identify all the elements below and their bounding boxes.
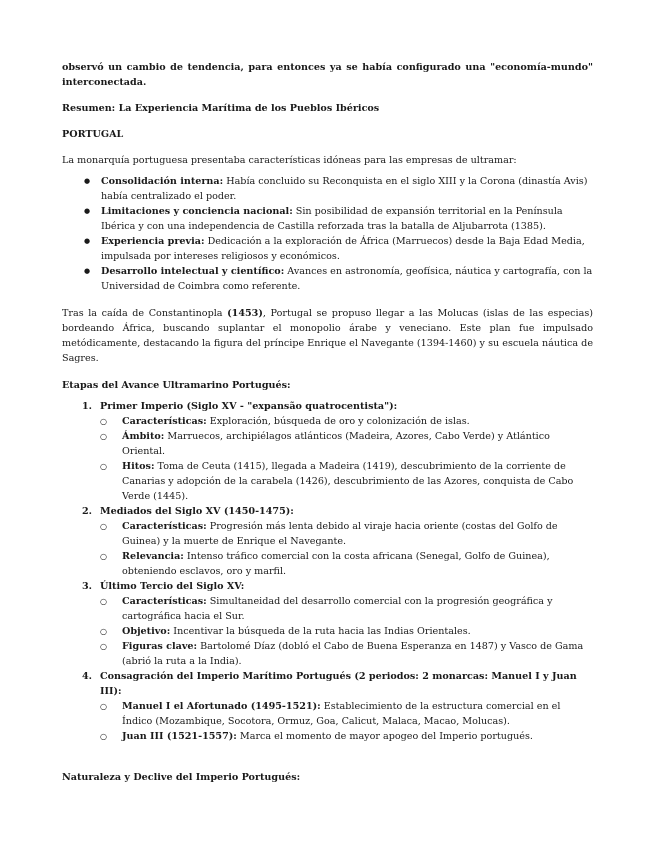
stages-list (62, 399, 593, 744)
stage-details (100, 594, 593, 669)
stage-title: Último Tercio del Siglo XV: (100, 581, 245, 592)
stage-item: 3. Último Tercio del Siglo XV: ○ Características: Simultaneidad del desarrollo comercial con la progresión geográfica y cartográfica hacia el Sur. ○ Objetivo: Incentivar la búsqueda de la ruta hacia las Indias Orientales. ○ Figuras clave: Bartolomé Díaz (dobló el Cabo de Buena Esperanza en 1487) y Vasco de Gama (abrió la ruta a la India). (62, 579, 593, 669)
list-item: ○ Relevancia: Intenso tráfico comercial con la costa africana (Senegal, Golfo de Guinea), obteniendo esclavos, oro y marfil. (100, 549, 593, 579)
list-item: ○ Características: Simultaneidad del desarrollo comercial con la progresión geográfica y cartográfica hacia el Sur. (100, 594, 593, 624)
stage-item: 1. Primer Imperio (Siglo XV - "expansão quatrocentista"): ○ Características: Exploración, búsqueda de oro y colonización de islas. ○ Ámbito: Marruecos, archipiélagos atlánticos (Madeira, Azores, Cabo Verde) y Atlántico Oriental. ○ Hitos: Toma de Ceuta (1415), llegada a Madeira (1419), descubrimiento de la corriente de Canarias y adopción de la carabela (1426), descubrimiento de las Azores, conquista de Cabo Verde (1445). (62, 399, 593, 504)
portugal-intro: La monarquía portuguesa presentaba características idóneas para las empresas de ultramar: (62, 155, 517, 166)
list-item: ○ Juan III (1521-1557): Marca el momento de mayor apogeo del Imperio portugués. (100, 729, 593, 744)
list-item: ● Experiencia previa: Dedicación a la exploración de África (Marruecos) desde la Baja Edad Media, impulsada por intereses religiosos y económicos. (62, 234, 593, 264)
stage-title: Consagración del Imperio Marítimo Portugués (2 periodos: 2 monarcas: Manuel I y Juan III): (100, 671, 577, 697)
stage-details (100, 699, 593, 744)
list-item: ○ Características: Exploración, búsqueda de oro y colonización de islas. (100, 414, 593, 429)
list-item: ○ Manuel I el Afortunado (1495-1521): Establecimiento de la estructura comercial en el Índico (Mozambique, Socotora, Ormuz, Goa, Calicut, Malaca, Macao, Molucas). (100, 699, 593, 729)
list-item: ○ Figuras clave: Bartolomé Díaz (dobló el Cabo de Buena Esperanza en 1487) y Vasco de Gama (abrió la ruta a la India). (100, 639, 593, 669)
stage-details (100, 519, 593, 579)
list-item: ○ Características: Progresión más lenta debido al viraje hacia oriente (costas del Golfo de Guinea) y la muerte de Enrique el Navegante. (100, 519, 593, 549)
portugal-heading: PORTUGAL (62, 129, 124, 140)
stage-details (100, 414, 593, 504)
decline-title: Naturaleza y Declive del Imperio Portugués: (62, 772, 301, 783)
list-item: ○ Ámbito: Marruecos, archipiélagos atlánticos (Madeira, Azores, Cabo Verde) y Atlántico Oriental. (100, 429, 593, 459)
list-item: ○ Hitos: Toma de Ceuta (1415), llegada a Madeira (1419), descubrimiento de la corriente de Canarias y adopción de la carabela (1426), descubrimiento de las Azores, conquista de Cabo Verde (1445). (100, 459, 593, 504)
stage-item: 4. Consagración del Imperio Marítimo Portugués (2 periodos: 2 monarcas: Manuel I y Juan III): ○ Manuel I el Afortunado (1495-1521): Establecimiento de la estructura comercial en el Índico (Mozambique, Socotora, Ormuz, Goa, Calicut, Malaca, Macao, Molucas). ○ Juan III (1521-1557): Marca el momento de mayor apogeo del Imperio portugués. (62, 669, 593, 744)
constantinople-paragraph: Tras la caída de Constantinopla (1453), Portugal se propuso llegar a las Molucas (islas de las especias) bordeando África, buscando suplantar el monopolio árabe y veneciano. Este plan fue impulsado metódicamente, destacando la figura del príncipe Enrique el Navegante (1394-1460) y su escuela náutica de Sagres. (62, 308, 593, 364)
list-item: ● Consolidación interna: Había concluido su Reconquista en el siglo XIII y la Corona (dinastía Avis) había centralizado el poder. (62, 174, 593, 204)
list-item: ● Desarrollo intelectual y científico: Avances en astronomía, geofísica, náutica y cartografía, con la Universidad de Coimbra como referente. (62, 264, 593, 294)
characteristics-list (62, 174, 593, 294)
stage-item: 2. Mediados del Siglo XV (1450-1475): ○ Características: Progresión más lenta debido al viraje hacia oriente (costas del Golfo de Guinea) y la muerte de Enrique el Navegante. ○ Relevancia: Intenso tráfico comercial con la costa africana (Senegal, Golfo de Guinea), obteniendo esclavos, oro y marfil. (62, 504, 593, 579)
list-item: ● Limitaciones y conciencia nacional: Sin posibilidad de expansión territorial en la Península Ibérica y con una independencia de Castilla reforzada tras la batalla de Aljubarrota (1385). (62, 204, 593, 234)
stage-title: Primer Imperio (Siglo XV - "expansão quatrocentista"): (100, 401, 398, 412)
list-item: ○ Objetivo: Incentivar la búsqueda de la ruta hacia las Indias Orientales. (100, 624, 593, 639)
intro-paragraph: observó un cambio de tendencia, para entonces ya se había configurado una "economía-mundo" interconectada. (62, 62, 593, 88)
summary-title: Resumen: La Experiencia Marítima de los Pueblos Ibéricos (62, 103, 380, 114)
stages-title: Etapas del Avance Ultramarino Portugués: (62, 380, 291, 391)
stage-title: Mediados del Siglo XV (1450-1475): (100, 506, 294, 517)
